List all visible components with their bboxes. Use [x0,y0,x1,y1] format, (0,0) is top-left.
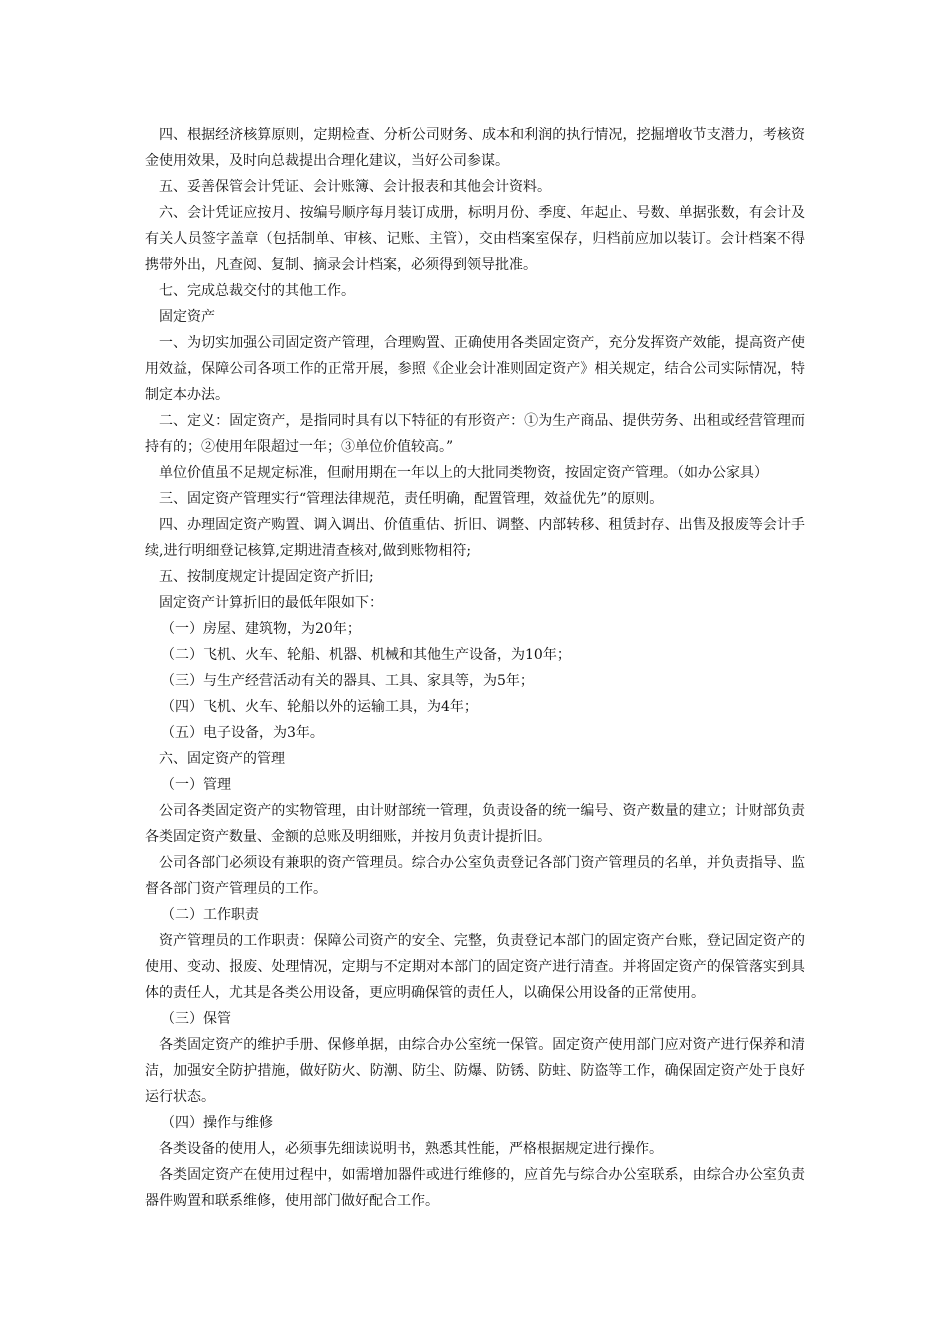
paragraph: 六、会计凭证应按月、按编号顺序每月装订成册，标明月份、季度、年起止、号数、单据张数，有会计及有关人员签字盖章（包括制单、审核、记账、主管），交由档案室保存，归档前应加以装订。会计档案不得携带外出，凡查阅、复制、摘录会计档案，必须得到领导批准。 [145,205,805,273]
paragraph: 各类固定资产在使用过程中，如需增加器件或进行维修的，应首先与综合办公室联系，由综合办公室负责器件购置和联系维修，使用部门做好配合工作。 [145,1167,805,1209]
list-item: （四）飞机、火车、轮船以外的运输工具，为4年； [161,699,478,715]
paragraph: 各类固定资产的维护手册、保修单据，由综合办公室统一保管。固定资产使用部门应对资产进行保养和清洁，加强安全防护措施，做好防火、防潮、防尘、防爆、防锈、防蛀、防盗等工作，确保固定资产处于良好运行状态。 [145,1037,805,1105]
section-heading: 固定资产 [159,309,215,325]
subsection-heading: （四）操作与维修 [161,1115,273,1131]
paragraph: 公司各类固定资产的实物管理，由计财部统一管理，负责设备的统一编号、资产数量的建立；计财部负责各类固定资产数量、金额的总账及明细账，并按月负责计提折旧。 [145,803,805,845]
paragraph: 一、为切实加强公司固定资产管理，合理购置、正确使用各类固定资产，充分发挥资产效能，提高资产使用效益，保障公司各项工作的正常开展，参照《企业会计准则固定资产》相关规定，结合公司实际情况，特制定本办法。 [145,335,805,403]
paragraph: 固定资产计算折旧的最低年限如下： [159,595,383,611]
list-item: （二）飞机、火车、轮船、机器、机械和其他生产设备，为10年； [161,647,571,663]
paragraph: 三、固定资产管理实行“管理法律规范，责任明确，配置管理，效益优先”的原则。 [159,491,664,507]
paragraph: 二、定义：固定资产，是指同时具有以下特征的有形资产：①为生产商品、提供劳务、出租或经营管理而持有的；②使用年限超过一年；③单位价值较高。” [145,413,805,455]
paragraph: 七、完成总裁交付的其他工作。 [159,283,355,299]
list-item: （三）与生产经营活动有关的器具、工具、家具等，为5年； [161,673,534,689]
paragraph: 四、根据经济核算原则，定期检查、分析公司财务、成本和利润的执行情况，挖掘增收节支潜力，考核资金使用效果，及时向总裁提出合理化建议，当好公司参谋。 [145,127,805,169]
list-item: （一）房屋、建筑物，为20年； [161,621,361,637]
paragraph: 五、按制度规定计提固定资产折旧; [159,569,374,585]
subsection-heading: （三）保管 [161,1011,231,1027]
paragraph: 各类设备的使用人，必须事先细读说明书，熟悉其性能，严格根据规定进行操作。 [159,1141,663,1157]
list-item: （五）电子设备，为3年。 [161,725,324,741]
paragraph: 四、办理固定资产购置、调入调出、价值重估、折旧、调整、内部转移、租赁封存、出售及报废等会计手续,进行明细登记核算,定期进清查核对,做到账物相符; [145,517,805,559]
paragraph: 五、妥善保管会计凭证、会计账簿、会计报表和其他会计资料。 [159,179,551,195]
paragraph: 资产管理员的工作职责：保障公司资产的安全、完整，负责登记本部门的固定资产台账，登记固定资产的使用、变动、报废、处理情况，定期与不定期对本部门的固定资产进行清查。并将固定资产的保管落实到具体的责任人，尤其是各类公用设备，更应明确保管的责任人，以确保公用设备的正常使用。 [145,933,805,1001]
subsection-heading: （一）管理 [161,777,231,793]
paragraph: 公司各部门必须设有兼职的资产管理员。综合办公室负责登记各部门资产管理员的名单，并负责指导、监督各部门资产管理员的工作。 [145,855,805,897]
section-heading: 六、固定资产的管理 [159,751,285,767]
document-body [145,122,805,1214]
paragraph: 单位价值虽不足规定标准，但耐用期在一年以上的大批同类物资，按固定资产管理。（如办公家具） [159,465,768,481]
subsection-heading: （二）工作职责 [161,907,259,923]
